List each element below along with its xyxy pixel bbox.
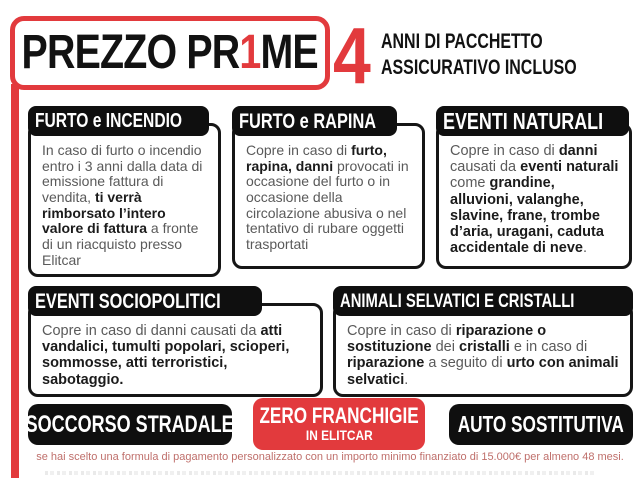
body-text: a fronte di un riacquisto presso Elitcar (42, 220, 199, 268)
body-text: causati da (450, 159, 521, 176)
big-number-4: 4 (333, 11, 371, 100)
prezzo-prime-title-box (10, 16, 330, 90)
header-subtitle (381, 29, 638, 80)
body-text-bold: furto, rapina, danni (246, 142, 387, 174)
banner-zero-franchigie (253, 398, 425, 450)
body-text: come (450, 175, 490, 192)
body-text: In caso di furto o incendio entro i 3 anni dalla data di emissione fattura di vendita, (42, 142, 203, 206)
card-title: ANIMALI SELVATICI E CRISTALLI (340, 290, 575, 312)
card-title-banner (333, 286, 633, 316)
left-red-accent-bar (11, 84, 19, 478)
card-furto-incendio (28, 106, 221, 277)
card-animali-selvatici-cristalli (333, 286, 633, 397)
body-text: Copre in caso di (246, 142, 352, 158)
banner-label-line2: IN ELITCAR (305, 427, 373, 444)
body-text: Copre in caso di (450, 143, 559, 159)
card-title-banner (28, 286, 262, 316)
card-body (28, 303, 323, 397)
banner-auto-sostitutiva (449, 404, 633, 445)
body-text-bold: riparazione o sostituzione (347, 323, 547, 356)
body-text: dei (431, 339, 460, 356)
card-body (28, 123, 221, 277)
title-post: ME (260, 26, 319, 79)
card-title: FURTO e RAPINA (239, 109, 377, 133)
body-text-bold: eventi naturali (520, 159, 619, 176)
card-body (333, 303, 633, 397)
title-pre: PREZZO PR (21, 26, 240, 79)
card-title-banner (28, 106, 209, 136)
body-text: e in caso di (509, 339, 588, 356)
body-text-bold: ti verrà rimborsato l’intero valore di fattura (42, 189, 166, 237)
body-text: provocati in occasione del furto o in occasione della circolazione abusiva o nel tentativo di rubare oggetti trasportati (246, 157, 409, 253)
body-text-bold: atti vandalici, tumulti popolari, scioperi, sommosse, atti terroristici, sabotaggio. (42, 323, 290, 388)
card-title-banner (436, 106, 629, 136)
banner-label: AUTO SOSTITUTIVA (457, 411, 625, 437)
banner-soccorso-stradale (25, 404, 235, 445)
card-title: EVENTI NATURALI (443, 107, 604, 134)
body-text: . (582, 240, 588, 257)
body-text: . (404, 371, 409, 388)
body-text: Copre in caso di danni causati da (42, 323, 261, 339)
fine-print-text: se hai scelto una formula di pagamento personalizzato con un importo minimo finanziato di 15.000€ per almeno 48 mesi. (36, 451, 624, 463)
card-eventi-sociopolitici (28, 286, 323, 397)
subtitle-line-2: ASSICURATIVO INCLUSO (381, 55, 577, 79)
card-eventi-naturali (436, 106, 632, 269)
body-text-bold: cristalli (459, 339, 510, 356)
title-red-one: 1 (239, 26, 261, 79)
card-title-banner (232, 106, 397, 136)
banner-label: SOCCORSO STRADALE (25, 410, 235, 438)
card-furto-rapina (232, 106, 425, 269)
body-text-bold: danni (558, 143, 598, 159)
body-text-bold: urto con animali selvatici (347, 355, 619, 388)
body-text: Copre in caso di (347, 323, 456, 339)
card-title: FURTO e INCENDIO (35, 110, 183, 132)
page-title (21, 26, 319, 79)
body-text: a seguito di (424, 355, 507, 372)
legal-microtext-line (45, 471, 595, 475)
banner-label-line1: ZERO FRANCHIGIE (259, 403, 419, 429)
card-body (232, 123, 425, 269)
card-title: EVENTI SOCIOPOLITICI (35, 289, 221, 313)
card-body (436, 123, 632, 269)
subtitle-line-1: ANNI DI PACCHETTO (381, 30, 543, 53)
body-text-bold: riparazione (347, 355, 425, 372)
body-text-bold: grandine, alluvioni, valanghe, slavine, frane, trombe d’aria, uragani, caduta accidentale di neve (450, 175, 604, 257)
